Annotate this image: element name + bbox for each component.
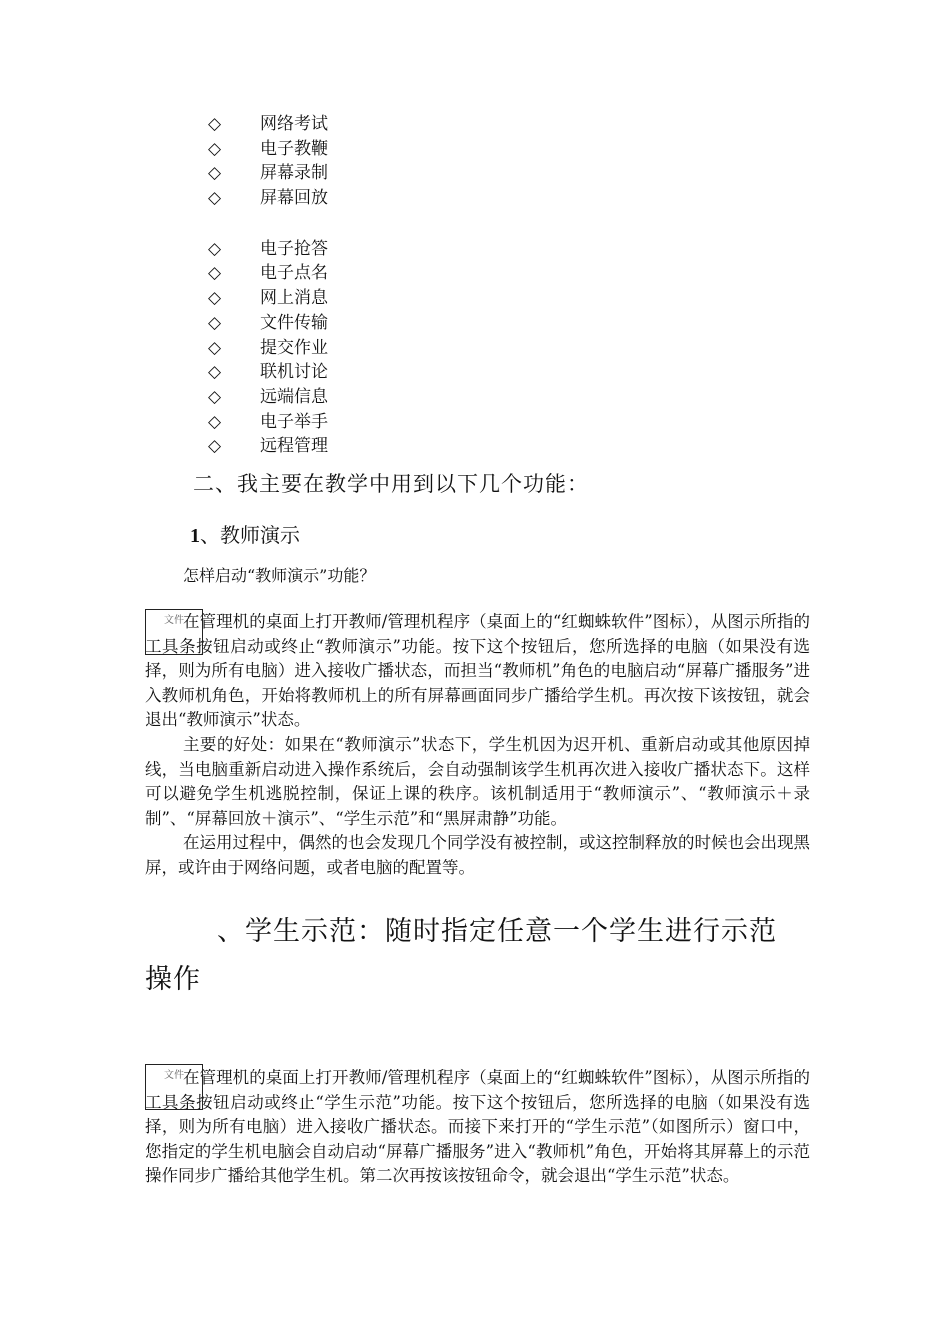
list-item [208, 112, 328, 137]
list-item [208, 186, 328, 211]
diamond-icon: ◇ [208, 163, 222, 184]
list-item [208, 311, 328, 336]
subsection-heading [190, 519, 300, 548]
list-item [208, 286, 328, 311]
list-item-label: 文件传输 [260, 312, 328, 333]
list-item-label: 电子举手 [260, 411, 328, 432]
list-item-label: 远程管理 [260, 436, 328, 457]
teacher-demo-body [145, 610, 810, 881]
student-demo-heading [145, 908, 810, 1004]
function-list [208, 112, 328, 459]
diamond-icon: ◇ [208, 362, 222, 383]
list-item [208, 410, 328, 435]
heading-line: 操作 [145, 964, 201, 995]
list-item [208, 261, 328, 286]
diamond-icon: ◇ [208, 238, 222, 259]
diamond-icon: ◇ [208, 386, 222, 407]
subsection-title: 、教师演示 [200, 523, 300, 547]
list-gap [208, 211, 328, 237]
heading-line: 、学生示范：随时指定任意一个学生进行示范 [217, 916, 777, 947]
list-item-label: 网络考试 [260, 114, 328, 134]
list-item-label: 提交作业 [260, 337, 328, 358]
section-heading: 二、我主要在教学中用到以下几个功能： [193, 472, 589, 496]
list-item [208, 137, 328, 162]
paragraph: 在管理机的桌面上打开教师/管理机程序（桌面上的“红蜘蛛软件”图标），从图示所指的工具条按钮启动或终止“教师演示”功能。按下这个按钮后，您所选择的电脑（如果没有选择，则为所有电脑）进入接收广播状态，而担当“教师机”角色的电脑启动“屏幕广播服务”进入教师机角色，开始将教师机上的所有屏幕画面同步广播给学生机。再次按下该按钮，就会退出“教师演示”状态。 [145, 612, 810, 730]
list-item [208, 385, 328, 410]
paragraph: 主要的好处：如果在“教师演示”状态下，学生机因为迟开机、重新启动或其他原因掉线，当电脑重新启动进入操作系统后，会自动强制该学生机再次进入接收广播状态下。这样可以避免学生机逃脱控制，保证上课的秩序。该机制适用于“教师演示”、“教师演示＋录制”、“屏幕回放＋演示”、“学生示范”和“黑屏肃静”功能。 [145, 734, 810, 828]
diamond-icon: ◇ [208, 114, 222, 134]
list-item-label: 电子抢答 [260, 238, 328, 259]
list-item-label: 屏幕回放 [260, 188, 328, 209]
list-item-label: 电子教鞭 [260, 138, 328, 159]
diamond-icon: ◇ [208, 337, 222, 358]
diamond-icon: ◇ [208, 138, 222, 159]
student-demo-body [145, 1066, 810, 1189]
diamond-icon: ◇ [208, 436, 222, 457]
paragraph: 在管理机的桌面上打开教师/管理机程序（桌面上的“红蜘蛛软件”图标），从图示所指的工具条按钮启动或终止“学生示范”功能。按下这个按钮后，您所选择的电脑（如果没有选择，则为所有电脑）进入接收广播状态。而接下来打开的“学生示范”（如图所示）窗口中，您指定的学生机电脑会自动启动“屏幕广播服务”进入“教师机”角色，开始将其屏幕上的示范操作同步广播给其他学生机。第二次再按该按钮命令，就会退出“学生示范”状态。 [145, 1068, 810, 1186]
list-item [208, 161, 328, 186]
list-item [208, 237, 328, 262]
figure-placeholder: 文件 [145, 1064, 203, 1110]
list-item-label: 屏幕录制 [260, 163, 328, 184]
subsection-number: 1 [190, 525, 200, 547]
diamond-icon: ◇ [208, 312, 222, 333]
list-item-label: 联机讨论 [260, 362, 328, 383]
list-item [208, 336, 328, 361]
diamond-icon: ◇ [208, 263, 222, 284]
question-text: 怎样启动“教师演示”功能？ [183, 566, 376, 585]
diamond-icon: ◇ [208, 288, 222, 309]
list-item-label: 远端信息 [260, 386, 328, 407]
paragraph: 在运用过程中，偶然的也会发现几个同学没有被控制，或这控制释放的时候也会出现黑屏，或许由于网络问题，或者电脑的配置等。 [145, 833, 810, 877]
diamond-icon: ◇ [208, 411, 222, 432]
figure-placeholder: 文件 [145, 609, 203, 655]
list-item-label: 电子点名 [260, 263, 328, 284]
list-item [208, 434, 328, 459]
list-item-label: 网上消息 [260, 288, 328, 309]
diamond-icon: ◇ [208, 188, 222, 209]
list-item [208, 360, 328, 385]
